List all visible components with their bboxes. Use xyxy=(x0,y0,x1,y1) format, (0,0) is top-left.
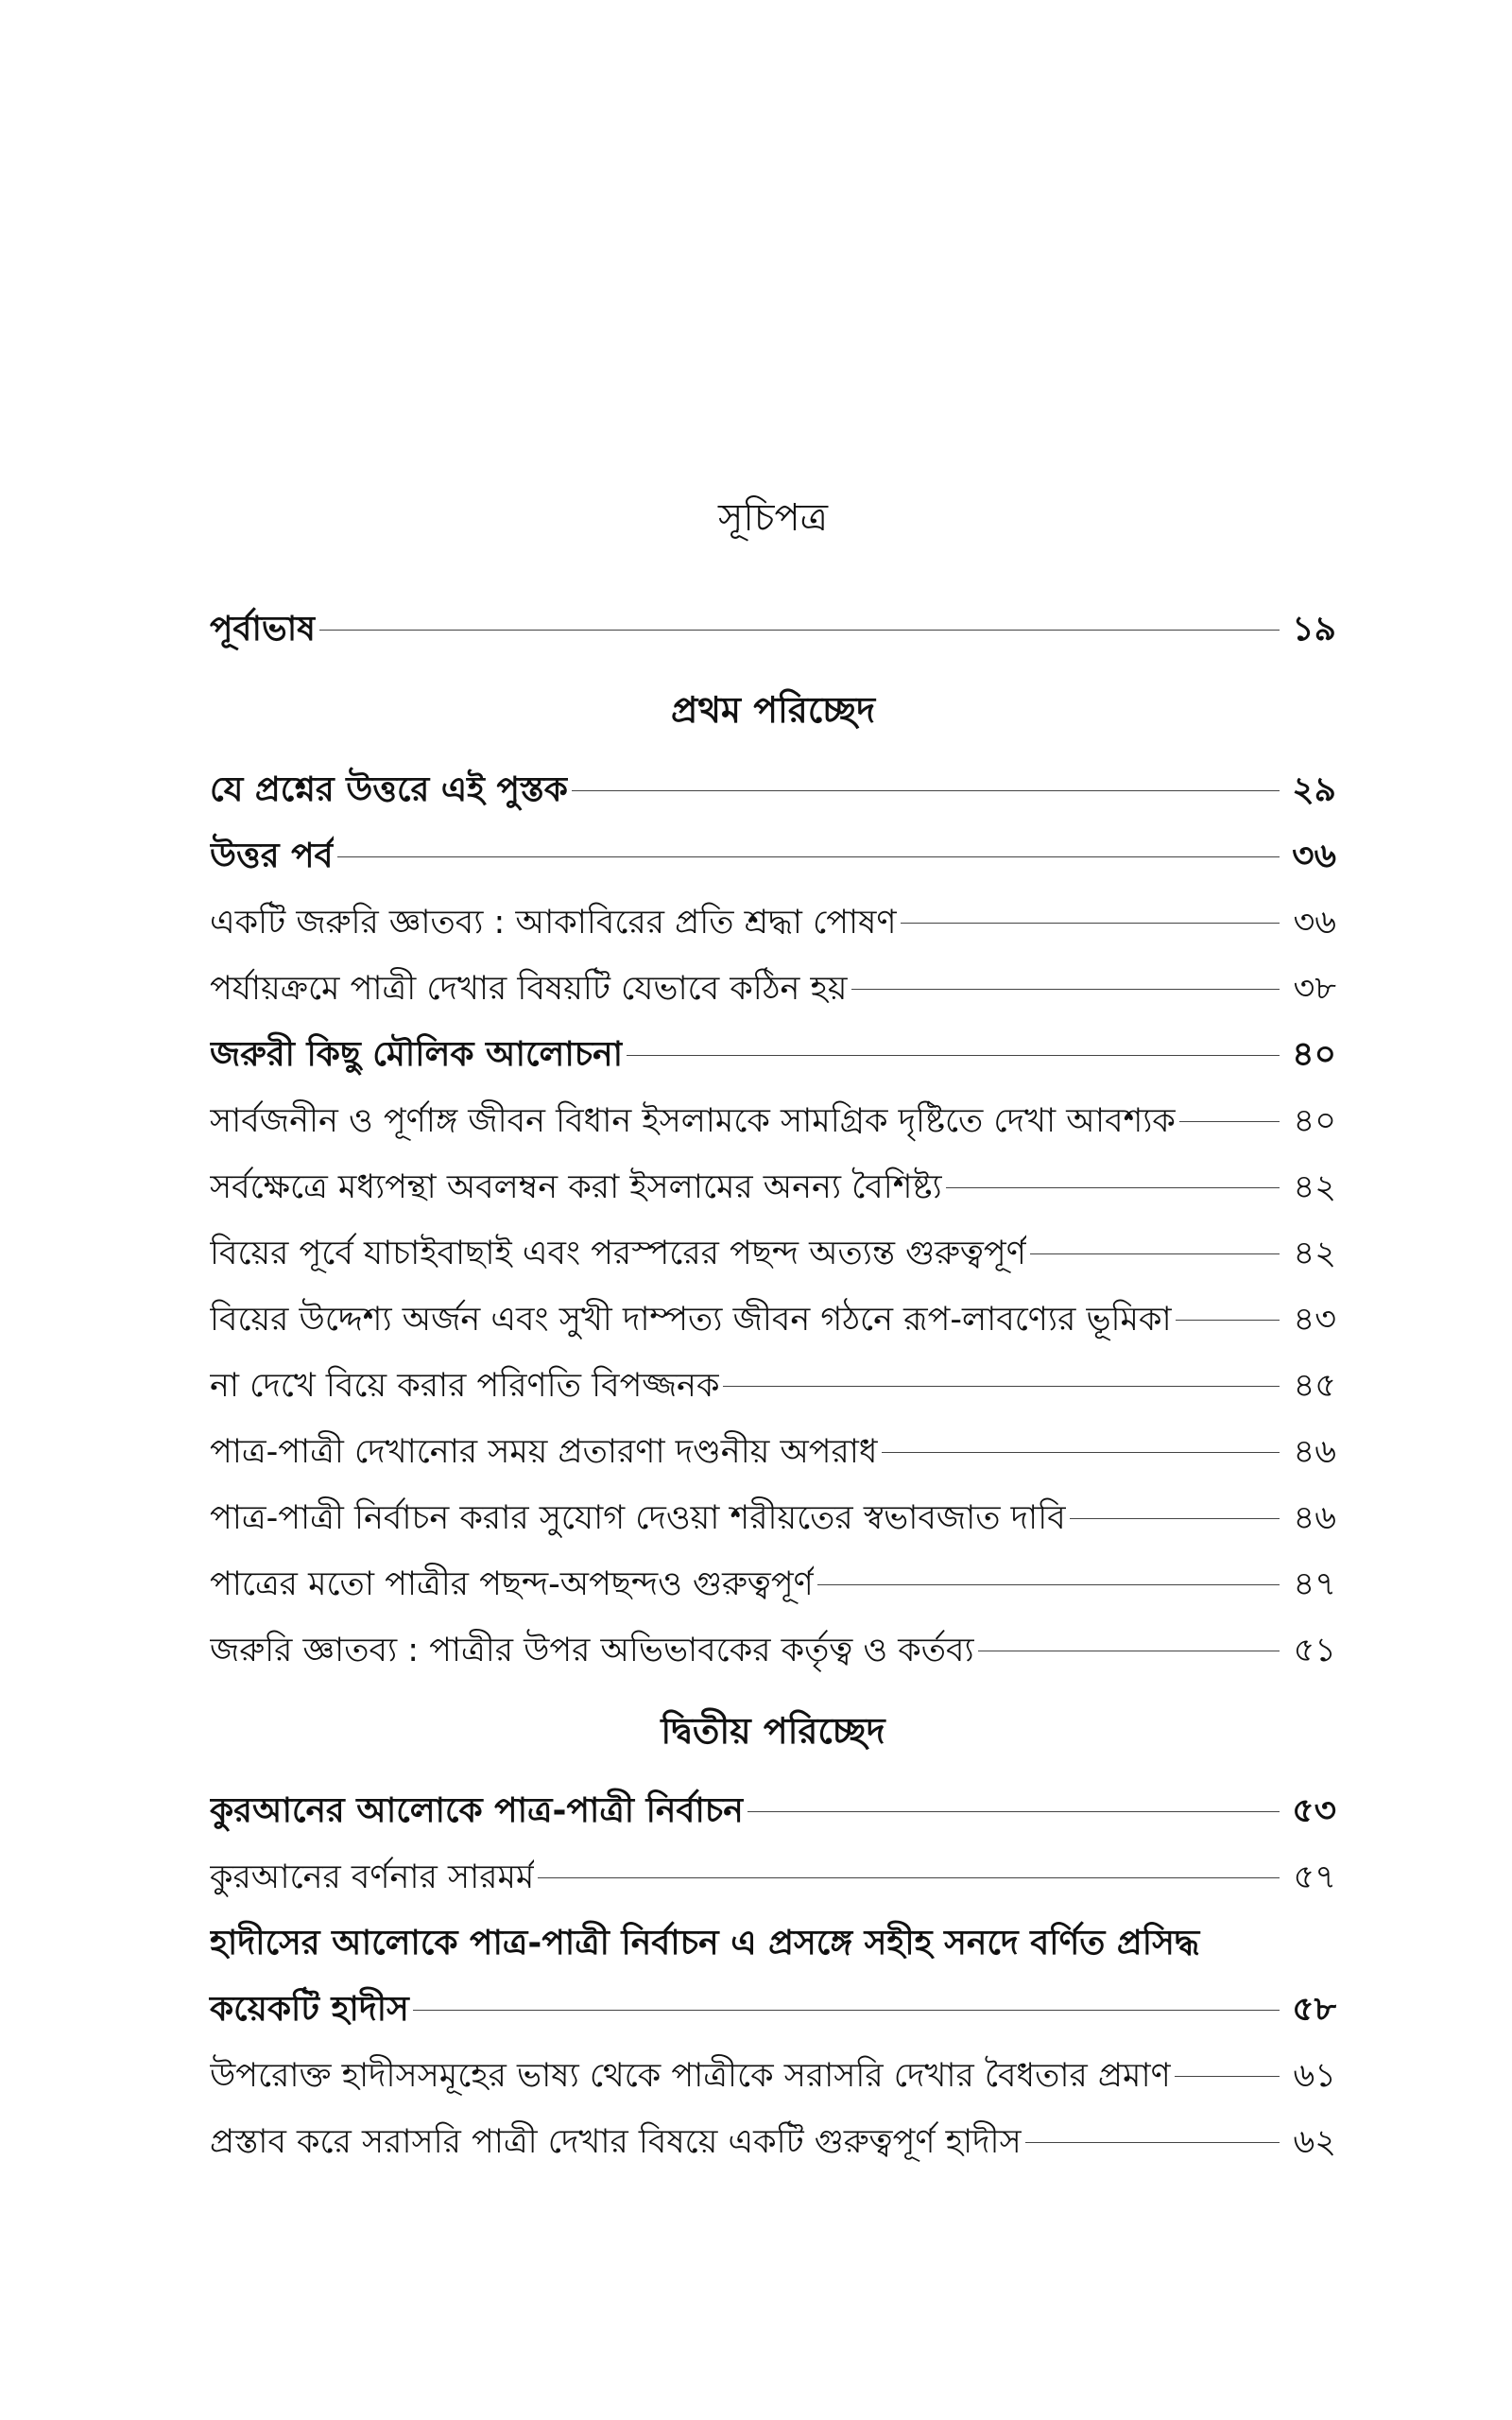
dot-leader xyxy=(946,1187,1280,1188)
toc-page-number: ৩৬ xyxy=(1293,904,1336,942)
toc-entry-title: না দেখে বিয়ে করার পরিণতি বিপজ্জনক xyxy=(210,1367,720,1405)
toc-page-number: ৫৮ xyxy=(1292,1990,1336,2029)
toc-entry-title: পাত্র-পাত্রী দেখানোর সময় প্রতারণা দণ্ডনীয় অপরাধ xyxy=(210,1433,878,1471)
toc-entry xyxy=(210,1353,1336,1419)
toc-entry xyxy=(210,1220,1336,1287)
toc-entry-title-line1: হাদীসের আলোকে পাত্র-পাত্রী নির্বাচন এ প্রসঙ্গে সহীহ সনদে বর্ণিত প্রসিদ্ধ xyxy=(210,1924,1200,1962)
table-of-contents xyxy=(210,477,1336,2175)
front-entries xyxy=(210,596,1336,663)
toc-entry-title: উপরোক্ত হাদীসসমূহের ভাষ্য থেকে পাত্রীকে সরাসরি দেখার বৈধতার প্রমাণ xyxy=(210,2057,1171,2095)
dot-leader xyxy=(319,630,1280,631)
toc-entry-title: যে প্রশ্নের উত্তরে এই পুস্তক xyxy=(210,770,568,809)
toc-entry-title: পর্যায়ক্রমে পাত্রী দেখার বিষয়টি যেভাবে কঠিন হয় xyxy=(210,970,848,1008)
toc-entry xyxy=(210,2043,1336,2109)
toc-page-number: ৫৩ xyxy=(1292,1791,1336,1830)
toc-page-number: ৪২ xyxy=(1293,1168,1336,1206)
toc-entry-title: জরুরি জ্ঞাতব্য : পাত্রীর উপর অভিভাবকের কর্তৃত্ব ও কর্তব্য xyxy=(210,1632,974,1669)
toc-page-number: ৪৭ xyxy=(1293,1565,1336,1603)
toc-entry-title: একটি জরুরি জ্ঞাতব্য : আকাবিরের প্রতি শ্রদ্ধা পোষণ xyxy=(210,904,897,942)
toc-entry xyxy=(210,1154,1336,1220)
toc-entry xyxy=(210,956,1336,1022)
toc-entry-title: বিয়ের পূর্বে যাচাইবাছাই এবং পরস্পরের পছন্দ অত্যন্ত গুরুত্বপূর্ণ xyxy=(210,1235,1026,1272)
toc-page-number: ৩৮ xyxy=(1293,970,1336,1008)
toc-entry xyxy=(210,757,1336,823)
dot-leader xyxy=(1175,2076,1280,2077)
dot-leader xyxy=(851,989,1280,990)
dot-leader xyxy=(538,1877,1280,1878)
toc-entry-title: উত্তর পর্ব xyxy=(210,837,334,875)
chapter-2-entries-a xyxy=(210,1778,1336,1910)
toc-entry-multiline xyxy=(210,1910,1336,2043)
toc-entry xyxy=(210,2109,1336,2175)
toc-page-number: ৪৬ xyxy=(1293,1499,1336,1537)
chapter-1-entries xyxy=(210,757,1336,1684)
dot-leader xyxy=(1179,1121,1280,1122)
toc-page-number: ৪৫ xyxy=(1293,1367,1336,1405)
chapter-1-heading: প্রথম পরিচ্ছেদ xyxy=(670,689,876,731)
chapter-2-entries-b xyxy=(210,2043,1336,2175)
toc-entry-title: পূর্বাভাষ xyxy=(210,610,317,648)
dot-leader xyxy=(1070,1518,1280,1519)
toc-entry xyxy=(210,890,1336,956)
dot-leader xyxy=(882,1452,1280,1453)
toc-entry-title: সর্বক্ষেত্রে মধ্যপন্থা অবলম্বন করা ইসলামের অনন্য বৈশিষ্ট্য xyxy=(210,1168,942,1206)
dot-leader xyxy=(1025,2142,1280,2143)
toc-page-number: ৪৩ xyxy=(1293,1301,1336,1339)
toc-page-number: ৪৬ xyxy=(1293,1433,1336,1471)
toc-page-number: ৬২ xyxy=(1293,2123,1336,2161)
toc-entry xyxy=(210,1485,1336,1551)
toc-page-number: ৪০ xyxy=(1293,1102,1336,1140)
toc-page-number: ৪০ xyxy=(1292,1035,1336,1074)
toc-entry xyxy=(210,1844,1336,1910)
toc-entry-line2 xyxy=(210,1977,1336,2043)
toc-entry xyxy=(210,1551,1336,1617)
page-title: সূচিপত্র xyxy=(718,496,828,540)
dot-leader xyxy=(1176,1320,1280,1321)
toc-entry xyxy=(210,1088,1336,1154)
dot-leader xyxy=(572,790,1280,791)
toc-page-number: ৪২ xyxy=(1293,1235,1336,1272)
toc-entry xyxy=(210,1022,1336,1088)
dot-leader xyxy=(337,856,1280,857)
toc-entry-title: সার্বজনীন ও পূর্ণাঙ্গ জীবন বিধান ইসলামকে সামগ্রিক দৃষ্টিতে দেখা আবশ্যক xyxy=(210,1102,1176,1140)
dot-leader xyxy=(627,1055,1280,1056)
toc-entry-title: পাত্রের মতো পাত্রীর পছন্দ-অপছন্দও গুরুত্বপূর্ণ xyxy=(210,1565,814,1603)
toc-page-number: ১৯ xyxy=(1292,610,1336,648)
toc-entry-title: পাত্র-পাত্রী নির্বাচন করার সুযোগ দেওয়া শরীয়তের স্বভাবজাত দাবি xyxy=(210,1499,1066,1537)
dot-leader xyxy=(747,1811,1280,1812)
toc-page-number: ৩৬ xyxy=(1292,837,1336,875)
toc-entry-title: কুরআনের আলোকে পাত্র-পাত্রী নির্বাচন xyxy=(210,1791,744,1830)
dot-leader xyxy=(901,923,1280,924)
toc-entry xyxy=(210,1287,1336,1353)
toc-page-number: ৬১ xyxy=(1293,2057,1336,2095)
toc-entry xyxy=(210,596,1336,663)
toc-entry-title: কুরআনের বর্ণনার সারমর্ম xyxy=(210,1858,535,1896)
toc-entry xyxy=(210,1778,1336,1844)
toc-page-number: ৫১ xyxy=(1293,1632,1336,1669)
dot-leader xyxy=(817,1584,1280,1585)
dot-leader xyxy=(1030,1253,1280,1254)
toc-entry-title: জরুরী কিছু মৌলিক আলোচনা xyxy=(210,1035,624,1074)
toc-page-number: ৫৭ xyxy=(1293,1858,1336,1896)
toc-entry-title: বিয়ের উদ্দেশ্য অর্জন এবং সুখী দাম্পত্য জীবন গঠনে রূপ-লাবণ্যের ভূমিকা xyxy=(210,1301,1172,1339)
toc-page-number: ২৯ xyxy=(1292,770,1336,809)
toc-entry-title-line2: কয়েকটি হাদীস xyxy=(210,1990,409,2029)
toc-entry xyxy=(210,823,1336,890)
toc-entry-title: প্রস্তাব করে সরাসরি পাত্রী দেখার বিষয়ে একটি গুরুত্বপূর্ণ হাদীস xyxy=(210,2123,1022,2161)
toc-entry xyxy=(210,1617,1336,1684)
toc-entry xyxy=(210,1419,1336,1485)
dot-leader xyxy=(723,1386,1280,1387)
chapter-2-heading: দ্বিতীয় পরিচ্ছেদ xyxy=(661,1710,885,1752)
dot-leader xyxy=(413,2010,1280,2011)
